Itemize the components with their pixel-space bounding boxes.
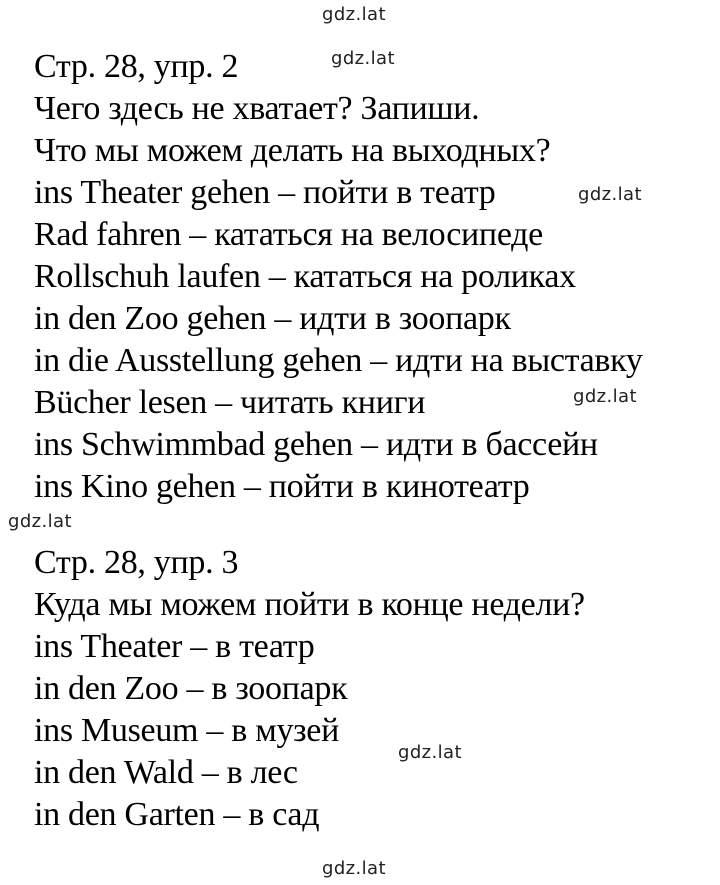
exercise-section xyxy=(34,542,585,836)
watermark: gdz.lat xyxy=(398,742,462,763)
watermark: gdz.lat xyxy=(578,184,642,205)
watermark: gdz.lat xyxy=(8,511,72,532)
exercise-line: ins Theater – в театр xyxy=(34,628,315,665)
exercise-line: in die Ausstellung gehen – идти на выставку xyxy=(34,342,643,379)
exercise-line: ins Museum – в музей xyxy=(34,712,339,749)
exercise-line: in den Zoo gehen – идти в зоопарк xyxy=(34,300,511,337)
watermark: gdz.lat xyxy=(322,858,386,879)
exercise-line: Что мы можем делать на выходных? xyxy=(34,132,551,169)
watermark: gdz.lat xyxy=(573,386,637,407)
watermark: gdz.lat xyxy=(322,4,386,25)
exercise-section xyxy=(34,46,643,508)
exercise-line: in den Zoo – в зоопарк xyxy=(34,670,348,707)
exercise-heading: Стр. 28, упр. 3 xyxy=(34,544,239,581)
exercise-line: Куда мы можем пойти в конце недели? xyxy=(34,586,585,623)
watermark: gdz.lat xyxy=(331,48,395,69)
exercise-line: in den Garten – в сад xyxy=(34,796,320,833)
exercise-line: Rollschuh laufen – кататься на роликах xyxy=(34,258,576,295)
exercise-line: Bücher lesen – читать книги xyxy=(34,384,426,421)
exercise-line: in den Wald – в лес xyxy=(34,754,298,791)
exercise-line: ins Schwimmbad gehen – идти в бассейн xyxy=(34,426,598,463)
exercise-line: Чего здесь не хватает? Запиши. xyxy=(34,90,480,127)
exercise-heading: Стр. 28, упр. 2 xyxy=(34,48,239,85)
exercise-line: ins Kino gehen – пойти в кинотеатр xyxy=(34,468,530,505)
exercise-line: ins Theater gehen – пойти в театр xyxy=(34,174,496,211)
exercise-line: Rad fahren – кататься на велосипеде xyxy=(34,216,543,253)
